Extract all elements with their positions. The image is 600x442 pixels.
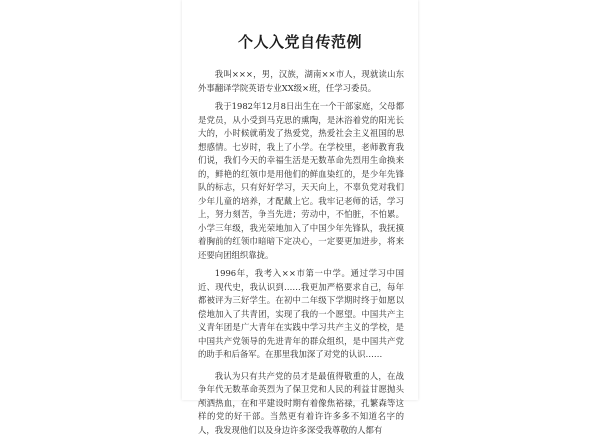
paragraph-middle-school: 1996年，我考入××市第一中学。通过学习中国近、现代史，我认识到……我更加严格要求自己，每年都被评为三好学生。在初中二年级下学期时终于如愿以偿地加入了共青团，实现了我的一个愿望。中国共产主义青年团是广大青年在实践中学习共产主义的学校，是中国共产党领导的先进青年的群众组织，是中国共产党的助手和后备军。在那里我加深了对党的认识…… — [198, 268, 404, 359]
document-body — [198, 68, 404, 442]
paragraph-intro: 我叫×××，男，汉族，湖南××市人，现就读山东外事翻译学院英语专业XX级×班，任学习委员。 — [198, 69, 404, 93]
paragraph-childhood: 我于1982年12月8日出生在一个干部家庭，父母都是党员，从小受到马克思的熏陶，是沐浴着党的阳光长大的，小时候就萌发了热爱党，热爱社会主义祖国的思想感情。七岁时，我上了小学。在学校里，老师教育我们说，我们今天的幸福生活是无数革命先烈用生命换来的，鲜艳的红领巾是用他们的鲜血染红的，是少年先锋队的标志，只有好好学习，天天向上，不辜负党对我们少年儿童的培养，才配戴上它。我牢记老师的话，学习上，努力刻苦，争当先进；劳动中，不怕脏，不怕累。小学三年级，我光荣地加入了中国少年先锋队，我抚摸着胸前的红领巾暗暗下定决心，一定要更加进步，将来还要向团组织靠拢。 — [198, 101, 404, 260]
document-title: 个人入党自传范例 — [237, 33, 362, 51]
document-page — [182, 0, 418, 435]
paragraph-party-view: 我认为只有共产党的员才是最值得敬重的人，在战争年代无数革命英烈为了保卫党和人民的利益甘愿抛头颅洒热血，在和平建设时期有着像焦裕禄，孔繁森等这样的党的好干部。当然更有着许许多多不知道名字的人，我发现他们以及身边许多深受我尊敬的人都有 — [198, 370, 404, 435]
